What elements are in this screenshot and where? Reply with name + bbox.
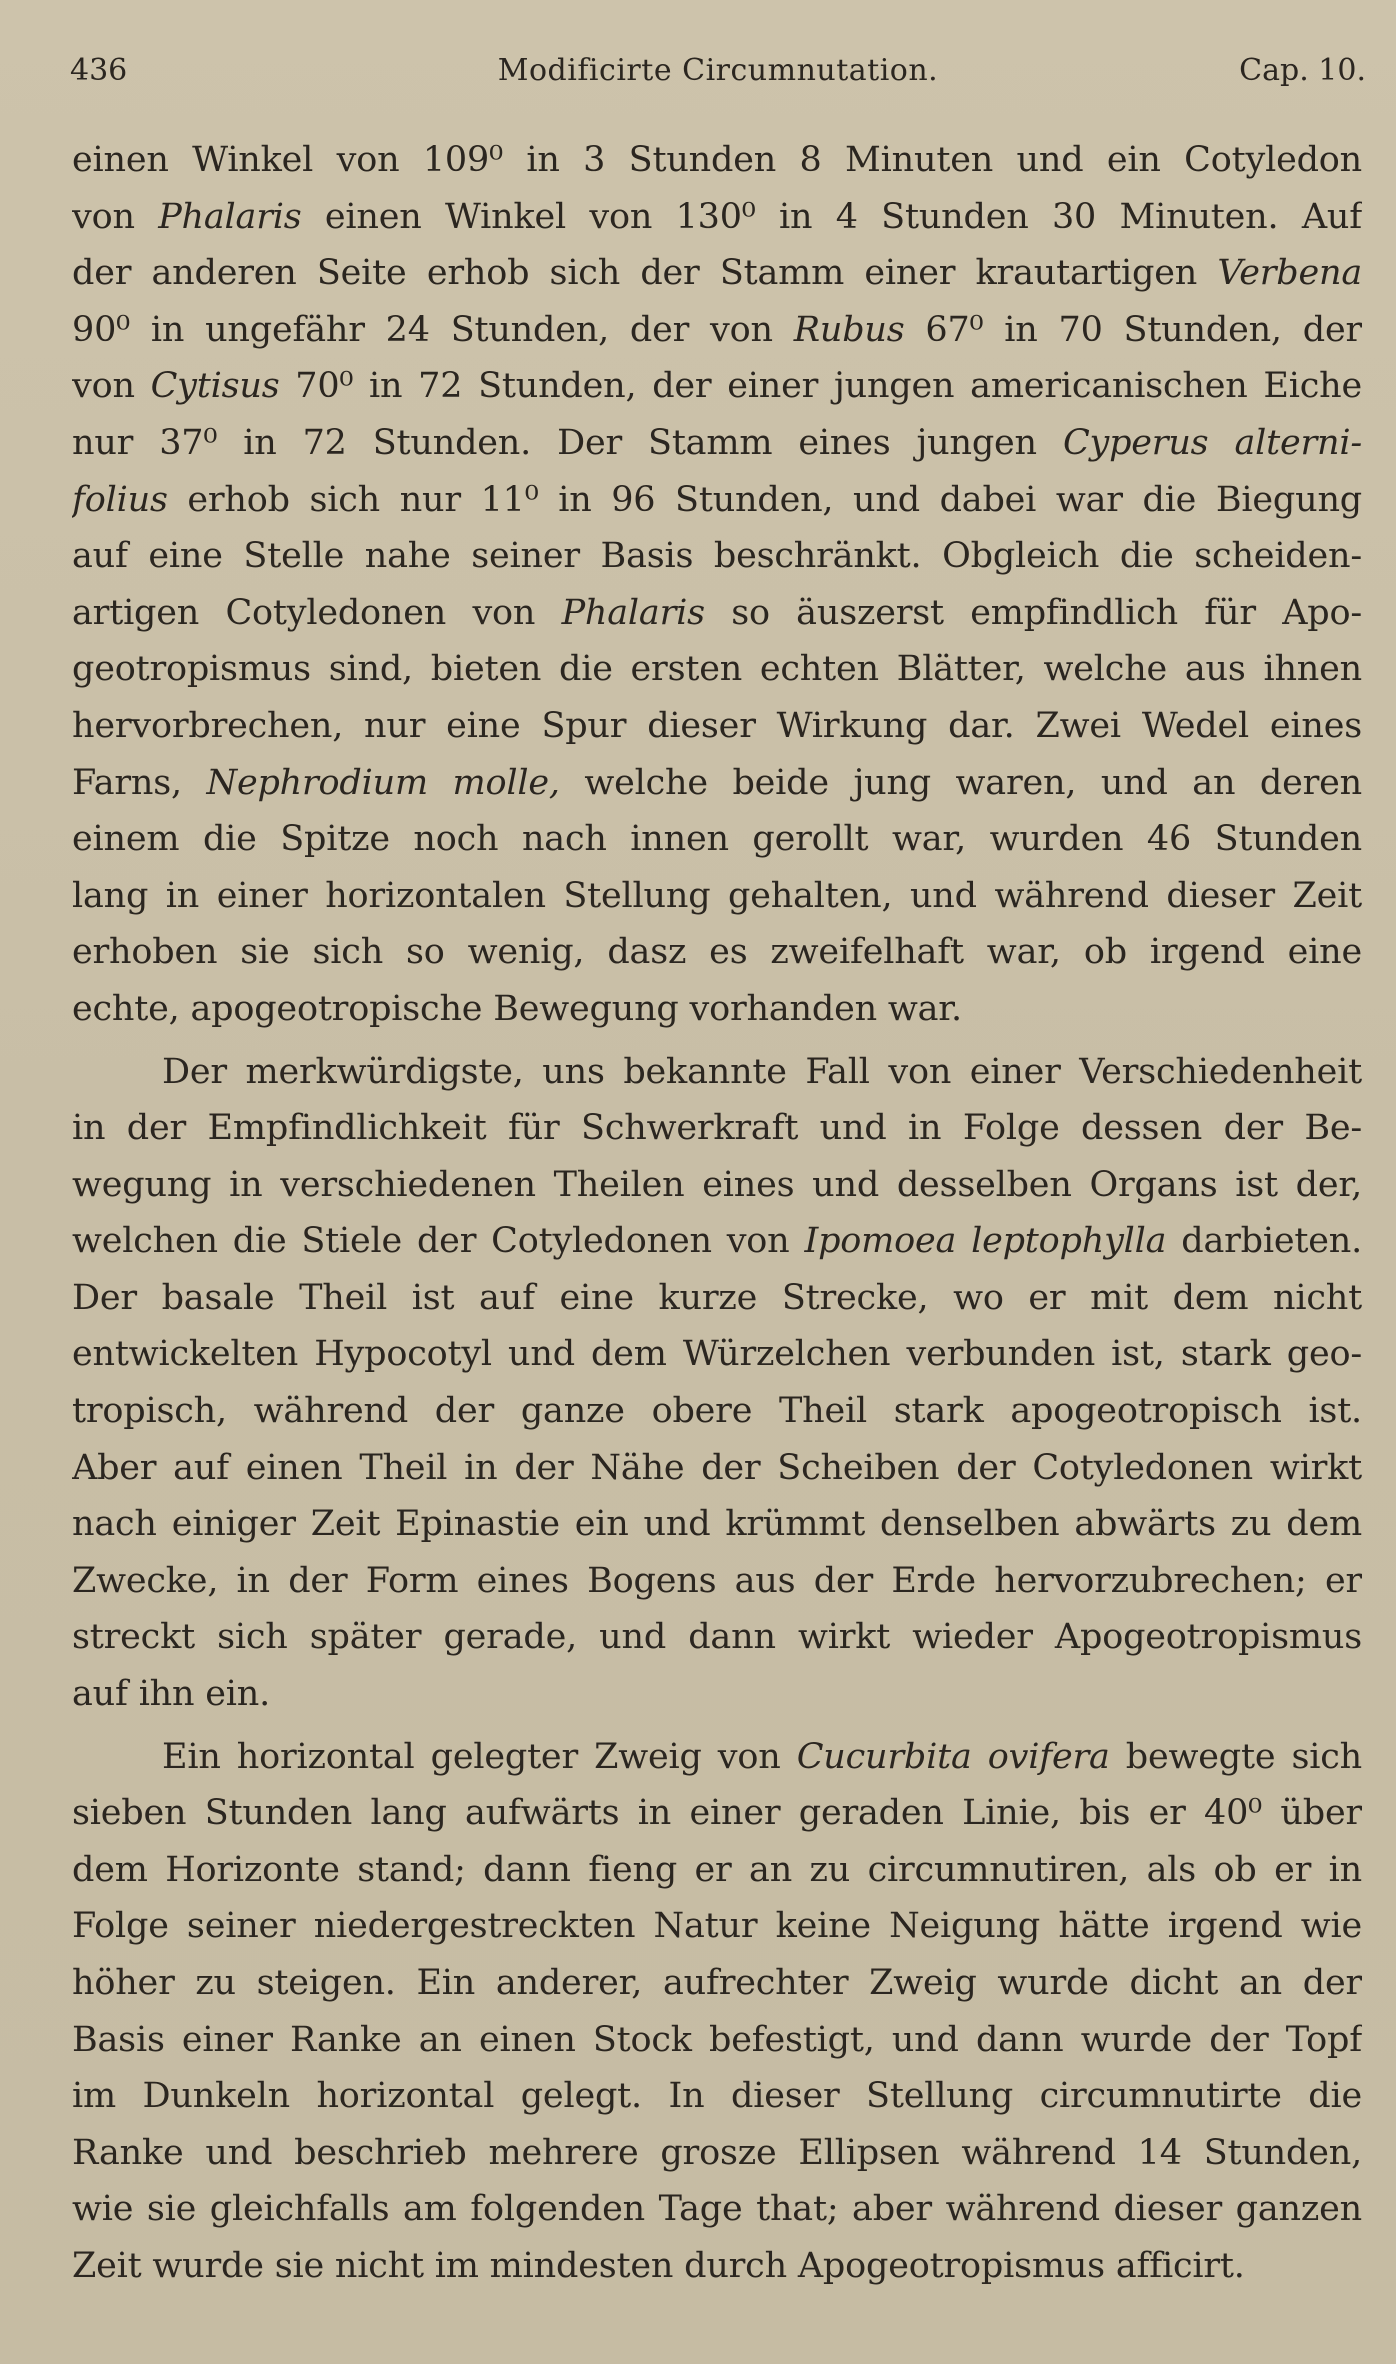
text-segment: welche beide jung waren, und an deren [559,762,1362,803]
text-line [72,1666,1362,1723]
text-line [72,698,1362,755]
text-segment: 70⁰ in 72 Stunden, der einer jungen americanischen Eiche [279,366,1362,407]
text-line [72,868,1362,925]
text-line [72,1898,1362,1955]
text-line [72,132,1362,189]
text-line [72,2068,1362,2125]
text-segment: einen Winkel von 130⁰ in 4 Stunden 30 Minuten. Auf [301,196,1362,237]
text-line [72,811,1362,868]
italic-text: Nephrodium molle, [206,762,560,803]
italic-text: folius [72,479,168,520]
italic-text: Ipomoea leptophylla [804,1221,1167,1262]
text-line [72,1729,1362,1786]
text-segment: einen Winkel von 109⁰ in 3 Stunden 8 Minuten und ein Cotyledon [72,140,1362,180]
text-segment: bewegte sich [1109,1736,1362,1777]
text-line [72,2238,1362,2295]
text-segment: so äuszerst empfindlich für Apo- [704,592,1362,633]
text-line [72,1553,1362,1610]
text-line [72,585,1362,642]
text-line [72,1157,1362,1214]
text-segment: hervorbrechen, nur eine Spur dieser Wirkung dar. Zwei Wedel eines [72,705,1362,746]
text-line [72,1270,1362,1327]
text-line [72,641,1362,698]
text-segment: Zwecke, in der Form eines Bogens aus der Erde hervorzubrechen; er [72,1560,1362,1601]
text-line [72,1609,1362,1666]
text-segment: Ranke und beschrieb mehrere grosze Ellipsen während 14 Stunden, [72,2132,1362,2173]
text-line [72,1496,1362,1553]
text-line [72,415,1362,472]
page-number: 436 [70,53,128,88]
text-line [72,189,1362,246]
text-segment: von [72,366,151,407]
text-segment: dem Horizonte stand; dann fieng er an zu circumnutiren, als ob er in [72,1849,1362,1890]
text-segment: Zeit wurde sie nicht im mindesten durch Apogeotropismus afficirt. [72,2245,1245,2286]
text-segment: einem die Spitze noch nach innen gerollt war, wurden 46 Stunden [72,819,1362,860]
text-segment: 67⁰ in 70 Stunden, der [904,309,1362,350]
text-segment: höher zu steigen. Ein anderer, aufrechter Zweig wurde dicht an der [72,1963,1362,2003]
text-segment: nur 37⁰ in 72 Stunden. Der Stamm eines jungen [72,422,1063,463]
italic-text: Verbena [1217,253,1362,294]
text-segment: Der basale Theil ist auf eine kurze Strecke, wo er mit dem nicht [72,1277,1362,1318]
italic-text: Cytisus [150,366,280,407]
text-line [72,1326,1362,1383]
text-line [72,1440,1362,1497]
text-line [72,1213,1362,1270]
text-line [72,1955,1362,2012]
text-segment: wie sie gleichfalls am folgenden Tage that; aber während dieser ganzen [72,2189,1362,2230]
text-segment: Der merkwürdigste, uns bekannte Fall von einer Verschiedenheit [162,1051,1362,1092]
text-segment: erhoben sie sich so wenig, dasz es zweifelhaft war, ob irgend eine [72,932,1362,973]
text-line [72,1383,1362,1440]
text-segment: der anderen Seite erhob sich der Stamm einer krautartigen [72,253,1218,294]
text-segment: Folge seiner niedergestreckten Natur keine Neigung hätte irgend wie [72,1906,1362,1947]
text-line [72,528,1362,585]
text-segment: tropisch, während der ganze obere Theil stark apogeotropisch ist. [72,1391,1362,1432]
text-line [72,358,1362,415]
text-line [72,2181,1362,2238]
text-segment: entwickelten Hypocotyl und dem Würzelchen verbunden ist, stark geo- [72,1334,1362,1375]
text-line [72,2125,1362,2182]
text-segment: Farns, [72,762,207,803]
text-segment: im Dunkeln horizontal gelegt. In dieser Stellung circumnutirte die [72,2076,1362,2117]
text-line [72,2012,1362,2069]
text-segment: lang in einer horizontalen Stellung gehalten, und während dieser Zeit [72,875,1362,916]
text-line [72,755,1362,812]
text-line [72,245,1362,302]
text-segment: darbieten. [1166,1221,1362,1262]
running-title: Modificirte Circumnutation. [497,53,939,88]
text-segment: wegung in verschiedenen Theilen eines und desselben Organs ist der, [72,1164,1362,1205]
text-line [72,1100,1362,1157]
text-segment: Basis einer Ranke an einen Stock befestigt, und dann wurde der Topf [72,2019,1362,2060]
italic-text: Rubus [793,309,905,350]
text-segment: von [72,196,159,237]
text-line [72,1842,1362,1899]
text-segment: erhob sich nur 11⁰ in 96 Stunden, und dabei war die Biegung [167,479,1362,520]
text-line [72,981,1362,1038]
chapter-label: Cap. 10. [1239,53,1366,88]
text-segment: sieben Stunden lang aufwärts in einer geraden Linie, bis er 40⁰ über [72,1793,1362,1834]
italic-text: Cyperus alterni- [1062,422,1362,463]
text-segment: in der Empfindlichkeit für Schwerkraft und in Folge dessen der Be- [72,1108,1362,1149]
text-segment: geotropismus sind, bieten die ersten echten Blätter, welche aus ihnen [72,649,1362,690]
italic-text: Phalaris [561,592,705,633]
text-segment: echte, apogeotropische Bewegung vorhanden war. [72,988,962,1029]
text-line [72,1044,1362,1101]
text-line [72,924,1362,981]
text-segment: auf eine Stelle nahe seiner Basis beschränkt. Obgleich die scheiden- [72,536,1362,577]
text-line [72,302,1362,359]
text-segment: welchen die Stiele der Cotyledonen von [72,1221,805,1262]
text-segment: Aber auf einen Theil in der Nähe der Scheiben der Cotyledonen wirkt [72,1447,1362,1488]
text-segment: nach einiger Zeit Epinastie ein und krümmt denselben abwärts zu dem [72,1504,1362,1545]
italic-text: Phalaris [158,196,302,237]
text-segment: artigen Cotyledonen von [72,592,562,633]
text-segment: 90⁰ in ungefähr 24 Stunden, der von [72,309,794,350]
text-line [72,1785,1362,1842]
text-line [72,472,1362,529]
running-header [70,46,1366,96]
italic-text: Cucurbita ovifera [796,1736,1110,1777]
text-segment: auf ihn ein. [72,1674,271,1715]
text-segment: streckt sich später gerade, und dann wirkt wieder Apogeotropismus [72,1617,1362,1658]
text-segment: Ein horizontal gelegter Zweig von [162,1736,797,1777]
body-text [72,132,1362,2295]
